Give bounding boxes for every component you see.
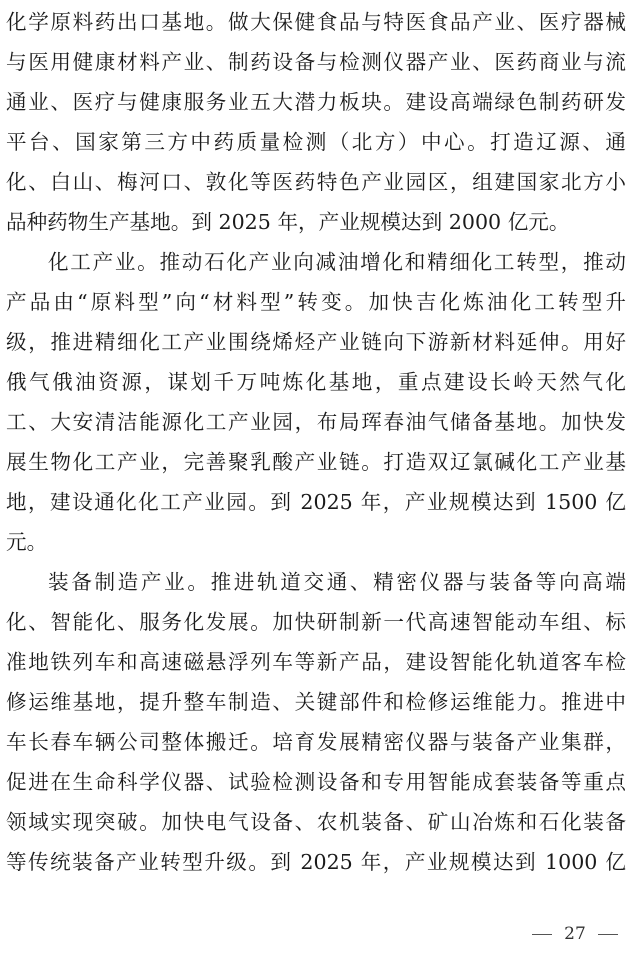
text-line: 等传统装备产业转型升级。到 2025 年，产业规模达到 1000 亿 [6,850,626,874]
text-line: 级，推进精细化工产业围绕烯烃产业链向下游新材料延伸。用好 [6,330,626,354]
text-line: 元。 [6,530,48,554]
text-line: 平台、国家第三方中药质量检测（北方）中心。打造辽源、通 [6,130,626,154]
text-line: 产品由“原料型”向“材料型”转变。加快吉化炼油化工转型升 [6,290,626,314]
text-line: 化学原料药出口基地。做大保健食品与特医食品产业、医疗器械 [6,10,626,34]
paragraph-heading-line: 装备制造产业。推进轨道交通、精密仪器与装备等向高端 [48,570,626,594]
paragraph-heading-line: 化工产业。推动石化产业向减油增化和精细化工转型，推动 [48,250,626,274]
text-line: 促进在生命科学仪器、试验检测设备和专用智能成套装备等重点 [6,770,626,794]
text-line: 化、白山、梅河口、敦化等医药特色产业园区，组建国家北方小 [6,170,626,194]
text-line: 修运维基地，提升整车制造、关键部件和检修运维能力。推进中 [6,690,626,714]
text-line: 化、智能化、服务化发展。加快研制新一代高速智能动车组、标 [6,610,626,634]
text-line: 通业、医疗与健康服务业五大潜力板块。建设高端绿色制药研发 [6,90,626,114]
text-line: 与医用健康材料产业、制药设备与检测仪器产业、医药商业与流 [6,50,626,74]
text-line: 俄气俄油资源，谋划千万吨炼化基地，重点建设长岭天然气化 [6,370,626,394]
text-line: 准地铁列车和高速磁悬浮列车等新产品，建设智能化轨道客车检 [6,650,626,674]
footer-dash-left [532,934,552,935]
text-line: 地，建设通化化工产业园。到 2025 年，产业规模达到 1500 亿 [6,490,626,514]
text-line: 车长春车辆公司整体搬迁。培育发展精密仪器与装备产业集群， [6,730,626,754]
text-line: 工、大安清洁能源化工产业园，布局珲春油气储备基地。加快发 [6,410,626,434]
page-footer [520,921,630,947]
text-line: 展生物化工产业，完善聚乳酸产业链。打造双辽氯碱化工产业基 [6,450,626,474]
text-line: 领域实现突破。加快电气设备、农机装备、矿山冶炼和石化装备 [6,810,626,834]
text-line: 品种药物生产基地。到 2025 年，产业规模达到 2000 亿元。 [6,210,570,234]
page-number: 27 [564,924,586,944]
footer-dash-right [598,934,618,935]
